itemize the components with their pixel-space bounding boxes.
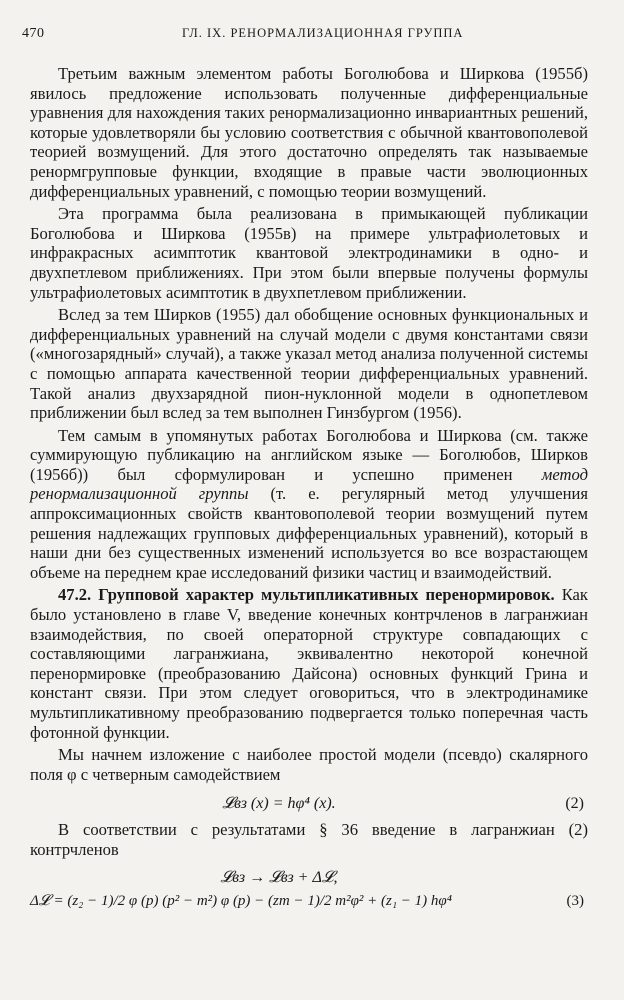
- equation-3-line2: [30, 892, 588, 924]
- paragraph: [30, 426, 588, 583]
- text-run: Тем самым в упомянутых работах Боголюбова и Ширкова (см. также суммирующую публикацию на английском языке — Боголюбов, Ширков (1956б)) был сформулирован и успешно применен: [30, 425, 588, 484]
- italic-term: метод ренормализационной группы: [30, 464, 588, 504]
- paragraph: Третьим важным элементом работы Боголюбова и Ширкова (1955б) явилось предложение использовать полученные дифференциальные уравнения для нахождения таких ренормализационно инвариантных решений, которые удовлетворяли бы условию соответствия с обычной квантовополевой теорией возмущений. Для этого достаточно определять так называемые ренормгрупповые функции, входящие в правые части эволюционных дифференциальных уравнений, с помощью теории возмущений.: [30, 64, 588, 201]
- equation-body: 𝓛вз (x) = hφ⁴ (x).: [222, 795, 336, 813]
- section-paragraph: [30, 585, 588, 742]
- equation-body: 𝓛вз → 𝓛вз + Δ𝓛,: [220, 868, 338, 886]
- running-title: ГЛ. IX. РЕНОРМАЛИЗАЦИОННАЯ ГРУППА: [182, 26, 464, 40]
- equation-2: [30, 794, 588, 820]
- paragraph: В соответствии с результатами § 36 введение в лагранжиан (2) контрчленов: [30, 820, 588, 859]
- page-number: 470: [22, 26, 45, 41]
- text-run: Как было установлено в главе V, введение конечных контрчленов в лагранжиан взаимодействия, по своей операторной структуре совпадающих с составляющими лагранжиана, эквивалентно некоторой конечной перенормировке (преобразованию Дайсона) основных функций Грина и констант связи. При этом следует оговориться, что в электродинамике мультипликативному преобразованию подвергается только поперечная часть фотонной функции.: [30, 585, 588, 742]
- body-text: [30, 64, 588, 924]
- section-heading: 47.2. Групповой характер мультипликативных перенормировок.: [58, 585, 555, 605]
- equation-body: Δ𝓛 = (z₂ − 1)/2 φ (p) (p² − m²) φ (p) − (zm − 1)/2 m²φ² + (z₁ − 1) hφ⁴: [30, 892, 452, 909]
- equation-number: (3): [566, 892, 584, 909]
- equation-number: (2): [565, 795, 584, 813]
- paragraph: Вслед за тем Ширков (1955) дал обобщение основных функциональных и дифференциальных уравнений на случай модели с двумя константами связи («многозарядный» случай), а также указал метод анализа полученной системы с помощью аппарата качественной теории дифференциальных уравнений. Такой анализ двухзарядной пион-нуклонной модели в однопетлевом приближении был вслед за тем выполнен Гинзбургом (1956).: [30, 305, 588, 423]
- text-run: (т. е. регулярный метод улучшения аппроксимационных свойств квантовополевой теории возмущений путем решения надлежащих групповых дифференциальных уравнений), который в наши дни без существенных изменений используется во все возрастающем объеме на переднем крае исследований физики частиц и взаимодействий.: [30, 484, 589, 582]
- paragraph: Эта программа была реализована в примыкающей публикации Боголюбова и Ширкова (1955в) на примере ультрафиолетовых и инфракрасных асимптотик квантовой электродинамики в одно- и двухпетлевом приближениях. При этом были впервые получены формулы ультрафиолетовых асимптотик в двухпетлевом приближении.: [30, 204, 588, 302]
- page-header: [22, 26, 584, 46]
- equation-3-line1: [30, 868, 588, 892]
- paragraph: Мы начнем изложение с наиболее простой модели (псевдо) скалярного поля φ с четверным самодействием: [30, 745, 588, 784]
